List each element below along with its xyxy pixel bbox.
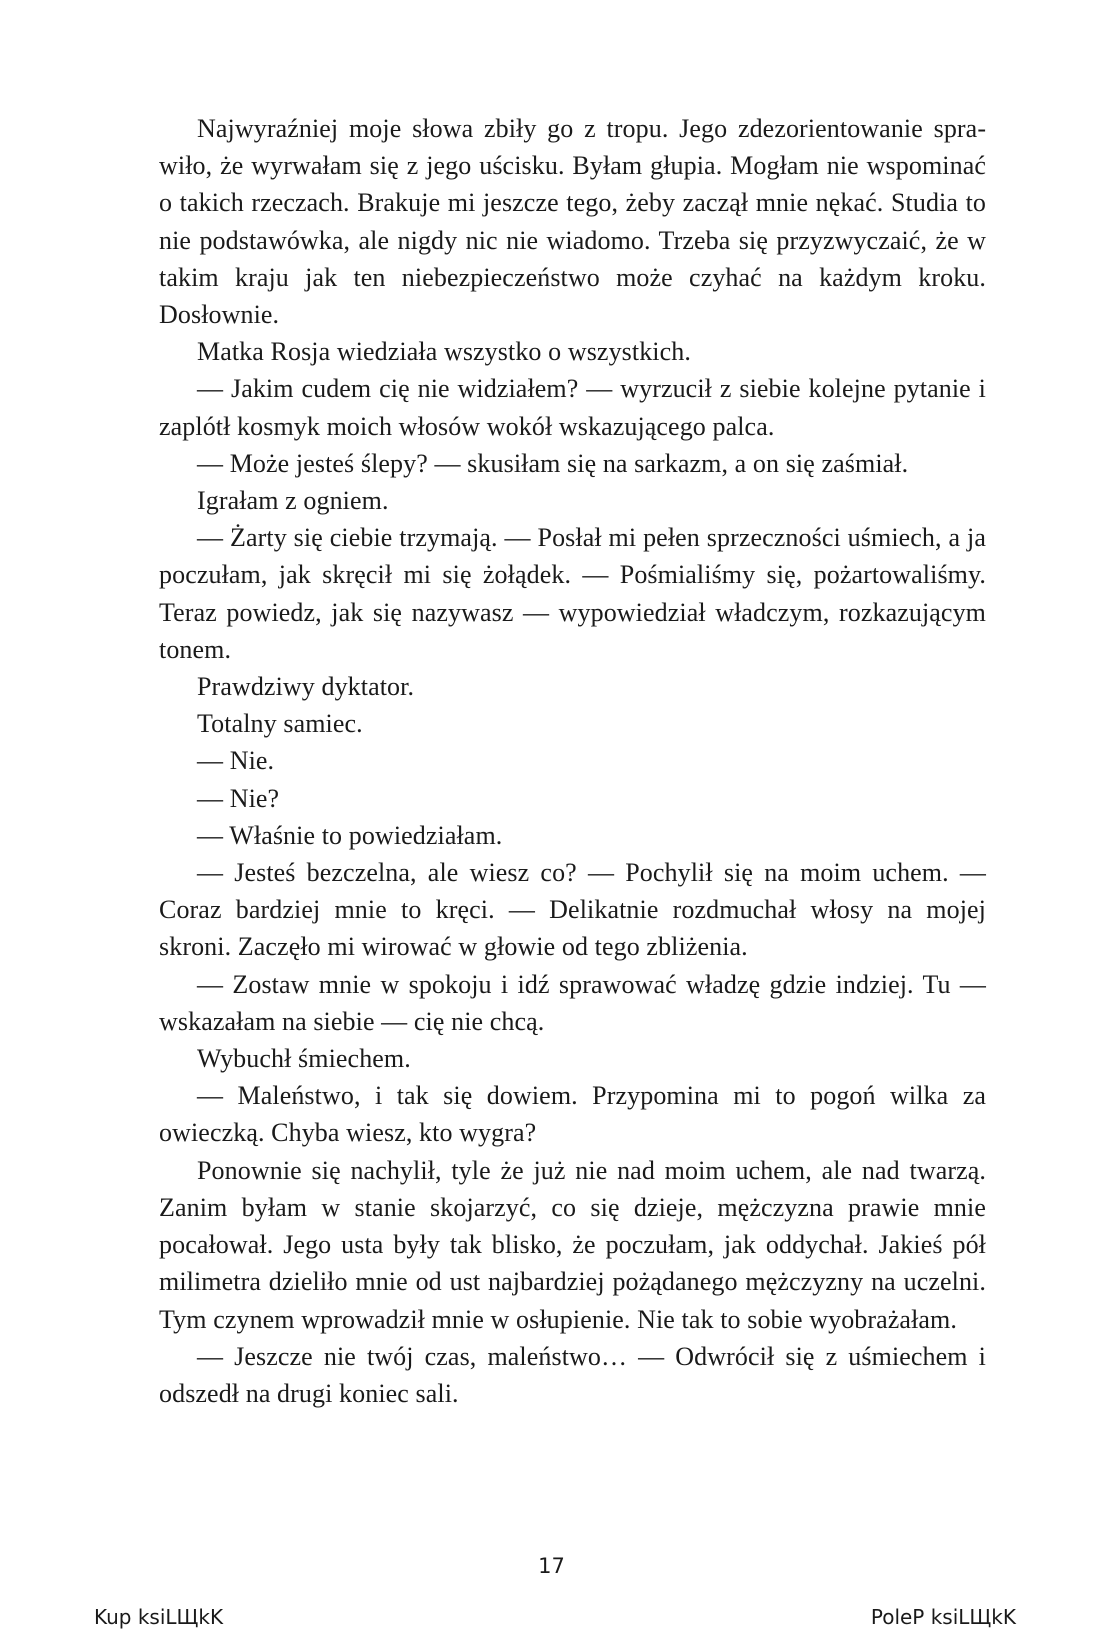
body-text	[159, 110, 986, 1412]
paragraph: — Jakim cudem cię nie widziałem? — wyrzucił z siebie kolejne pytanie i zaplótł kosmyk moich włosów wokół wskazującego palca.	[159, 374, 986, 441]
paragraph: — Jeszcze nie twój czas, maleństwo… — Odwrócił się z uśmiechem i odszedł na drugi koniec sali.	[159, 1341, 986, 1408]
paragraph: Ponownie się nachylił, tyle że już nie nad moim uchem, ale nad twarzą. Zanim byłam w stanie skojarzyć, co się dzieje, mężczyzna prawie mnie pocałował. Jego usta były tak blisko, że poczułam, jak oddychał. Jakieś pół milimetra dzieliło mnie od ust najbardziej pożądanego mężczyzny na uczelni. Tym czynem wprowadził mnie w osłupienie. Nie tak to sobie wyobrażałam.	[159, 1155, 986, 1334]
paragraph: Prawdziwy dyktator.	[197, 672, 415, 702]
recommend-book-link[interactable]: PoleP ksiLЩkK	[870, 1605, 1016, 1629]
paragraph: — Może jesteś ślepy? — skusiłam się na sarkazm, a on się zaśmiał.	[197, 448, 909, 478]
paragraph: Najwyraźniej moje słowa zbiły go z tropu. Jego zdezorientowanie sprawiło, że wyrwałam się z jego uścisku. Byłam głupia. Mogłam nie wspominać o takich rzeczach. Brakuje mi jeszcze tego, żeby zaczął mnie nękać. Studia to nie podstawówka, ale nigdy nic nie wiadomo. Trzeba się przyzwyczaić, że w takim kraju jak ten niebezpieczeństwo może czyhać na każdym kroku. Dosłownie.	[159, 114, 986, 330]
paragraph: Igrałam z ogniem.	[197, 486, 389, 516]
paragraph: Wybuchł śmiechem.	[197, 1044, 411, 1074]
paragraph: — Zostaw mnie w spokoju i idź sprawować władzę gdzie indziej. Tu — wskazałam na siebie — cię nie chcą.	[159, 969, 986, 1036]
page-number: 17	[538, 1554, 565, 1578]
buy-book-link[interactable]: Kup ksiLЩkK	[94, 1605, 224, 1629]
paragraph: Matka Rosja wiedziała wszystko o wszystkich.	[197, 337, 691, 367]
paragraph: — Właśnie to powiedziałam.	[197, 820, 503, 850]
paragraph: — Nie?	[197, 783, 280, 813]
paragraph: — Jesteś bezczelna, ale wiesz co? — Pochylił się na moim uchem. — Coraz bardziej mnie to kręci. — Delikatnie rozdmuchał włosy na mojej skroni. Zaczęło mi wirować w głowie od tego zbliżenia.	[159, 858, 986, 962]
paragraph: — Żarty się ciebie trzymają. — Posłał mi pełen sprzeczności uśmiech, a ja poczułam, jak skręcił mi się żołądek. — Pośmialiśmy się, pożartowaliśmy. Teraz powiedz, jak się nazywasz — wypowiedział władczym, rozkazującym tonem.	[159, 523, 986, 664]
paragraph: — Maleństwo, i tak się dowiem. Przypomina mi to pogoń wilka za owieczką. Chyba wiesz, kto wygra?	[159, 1081, 986, 1148]
paragraph: — Nie.	[197, 746, 275, 776]
paragraph: Totalny samiec.	[197, 709, 363, 739]
